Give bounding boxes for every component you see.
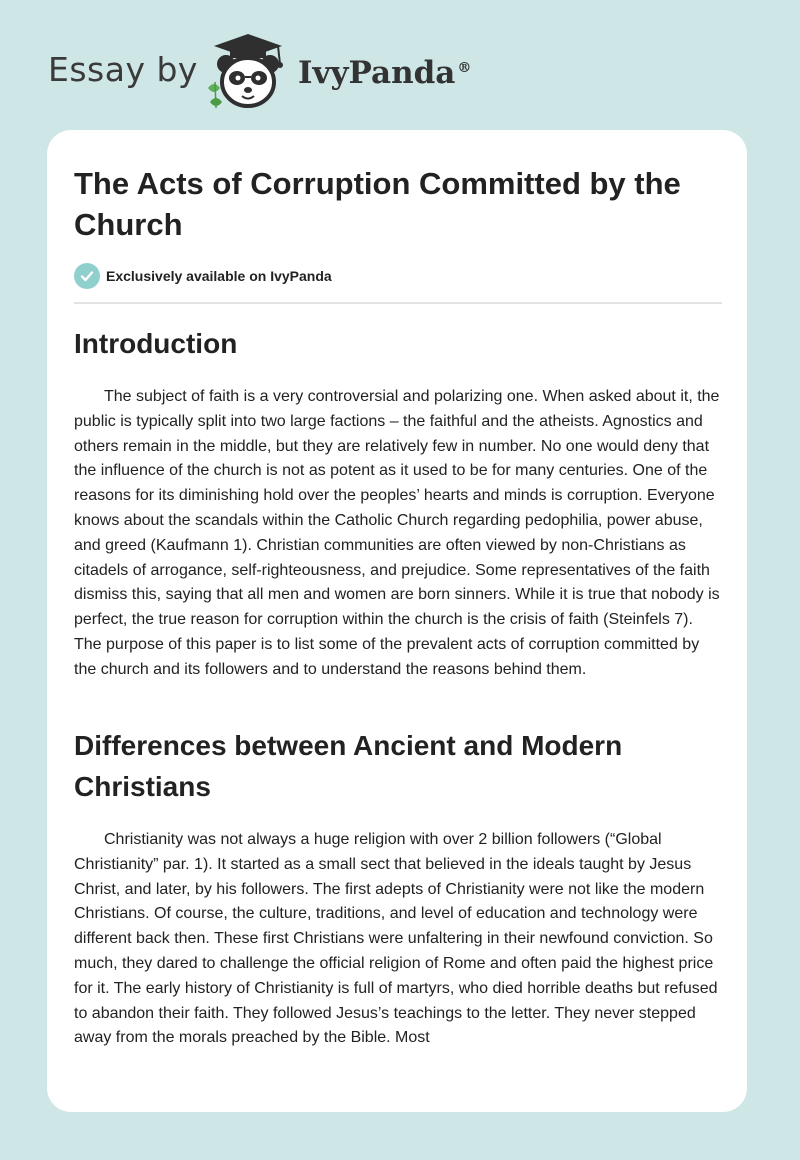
brand-name[interactable] — [298, 55, 471, 91]
ivypanda-logo-icon[interactable] — [200, 30, 296, 110]
badge-text: Exclusively available on IvyPanda — [106, 268, 332, 284]
registered-mark: ® — [457, 59, 472, 76]
section-heading-differences: Differences between Ancient and Modern Christians — [74, 730, 623, 802]
essay-by-label: Essay by — [48, 50, 198, 89]
section-paragraph-introduction: The subject of faith is a very controversial and polarizing one. When asked about it, the public is typically split into two large factions – the faithful and the atheists. Agnostics and others remain in the middle, but they are relatively few in number. No one would deny that the influence of the church is not as potent as it used to be for many centuries. One of the reasons for its diminishing hold over the peoples’ hearts and minds is corruption. Everyone knows about the scandals within the Catholic Church regarding pedophilia, power abuse, and greed (Kaufmann 1). Christian communities are often viewed by non-Christians as citadels of arrogance, self-righteousness, and prejudice. Some representatives of the faith dismiss this, saying that all men and women are born sinners. While it is true that nobody is perfect, the true reason for corruption within the church is the crisis of faith (Steinfels 7). The purpose of this paper is to list some of the prevalent acts of corruption committed by the church and its followers and to understand the reasons behind them. — [74, 388, 720, 678]
essay-card — [47, 130, 747, 1112]
site-header — [0, 0, 800, 130]
section-paragraph-differences: Christianity was not always a huge religion with over 2 billion followers (“Global Christianity” par. 1). It started as a small sect that believed in the ideals taught by Jesus Christ, and later, by his followers. The first adepts of Christianity were not like the modern Christians. Of course, the culture, traditions, and level of education and technology were different back then. These first Christians were unfaltering in their newfound conviction. So much, they dared to challenge the official religion of Rome and often paid the highest price for it. The early history of Christianity is full of martyrs, who died horrible deaths but refused to abandon their faith. They followed Jesus’s teachings to the letter. They never stepped away from the morals preached by the Bible. Most — [74, 831, 718, 1047]
divider — [74, 302, 722, 304]
exclusive-badge — [74, 263, 332, 289]
check-circle-icon — [74, 263, 100, 289]
section-heading-introduction: Introduction — [74, 328, 238, 359]
brand-name-text: IvyPanda — [298, 55, 456, 91]
page-title: The Acts of Corruption Committed by the Church — [74, 166, 681, 242]
